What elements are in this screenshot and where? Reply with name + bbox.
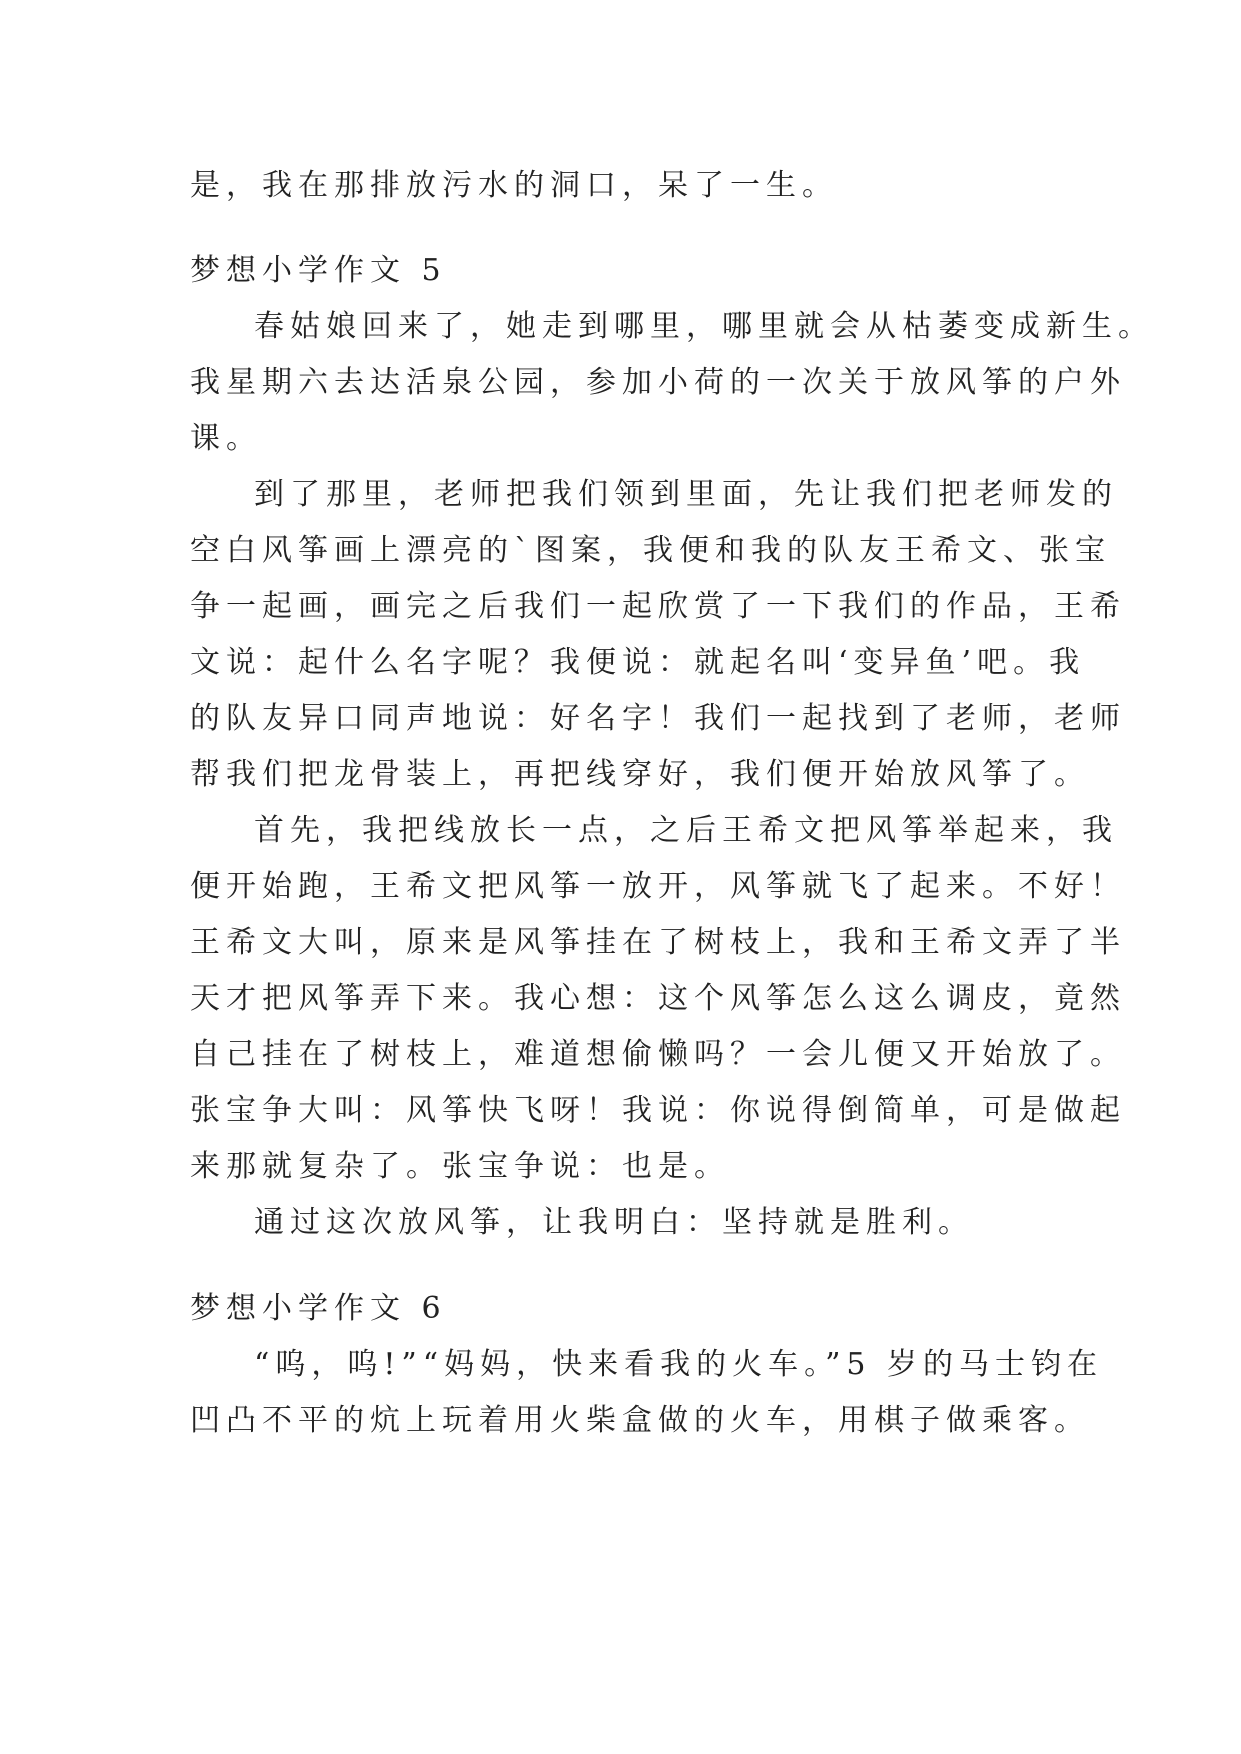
essay5-line: 到了那里，老师把我们领到里面，先让我们把老师发的 xyxy=(254,477,1118,512)
essay5-line: 便开始跑，王希文把风筝一放开，风筝就飞了起来。不好！ xyxy=(190,869,1126,904)
essay5-line: 空白风筝画上漂亮的`图案，我便和我的队友王希文、张宝 xyxy=(190,533,1111,568)
essay5-line: 文说：起什么名字呢？我便说：就起名叫‘变异鱼’吧。我 xyxy=(190,645,1086,680)
essay6-line: “呜，呜!”“妈妈，快来看我的火车。”5 岁的马士钧在 xyxy=(254,1347,1104,1382)
essay5-line: 自己挂在了树枝上，难道想偷懒吗？一会儿便又开始放了。 xyxy=(190,1037,1126,1072)
essay6-title: 梦想小学作文 6 xyxy=(190,1291,447,1326)
essay5-line: 首先，我把线放长一点，之后王希文把风筝举起来，我 xyxy=(254,813,1118,848)
essay5-title: 梦想小学作文 5 xyxy=(190,253,447,288)
essay5-line: 帮我们把龙骨装上，再把线穿好，我们便开始放风筝了。 xyxy=(190,757,1090,792)
essay5-line: 来那就复杂了。张宝争说：也是。 xyxy=(190,1149,730,1184)
opening-line: 是，我在那排放污水的洞口，呆了一生。 xyxy=(190,168,838,203)
essay5-line: 我星期六去达活泉公园，参加小荷的一次关于放风筝的户外 xyxy=(190,365,1126,400)
essay5-line: 课。 xyxy=(190,421,262,456)
essay5-line: 王希文大叫，原来是风筝挂在了树枝上，我和王希文弄了半 xyxy=(190,925,1126,960)
essay5-line: 张宝争大叫：风筝快飞呀！我说：你说得倒简单，可是做起 xyxy=(190,1093,1126,1128)
essay5-line: 的队友异口同声地说：好名字！我们一起找到了老师，老师 xyxy=(190,701,1126,736)
essay6-line: 凹凸不平的炕上玩着用火柴盒做的火车，用棋子做乘客。 xyxy=(190,1403,1090,1438)
essay5-line: 争一起画，画完之后我们一起欣赏了一下我们的作品，王希 xyxy=(190,589,1126,624)
essay5-line: 通过这次放风筝，让我明白：坚持就是胜利。 xyxy=(254,1205,974,1240)
essay5-line: 春姑娘回来了，她走到哪里，哪里就会从枯萎变成新生。 xyxy=(254,309,1154,344)
essay5-line: 天才把风筝弄下来。我心想：这个风筝怎么这么调皮，竟然 xyxy=(190,981,1126,1016)
